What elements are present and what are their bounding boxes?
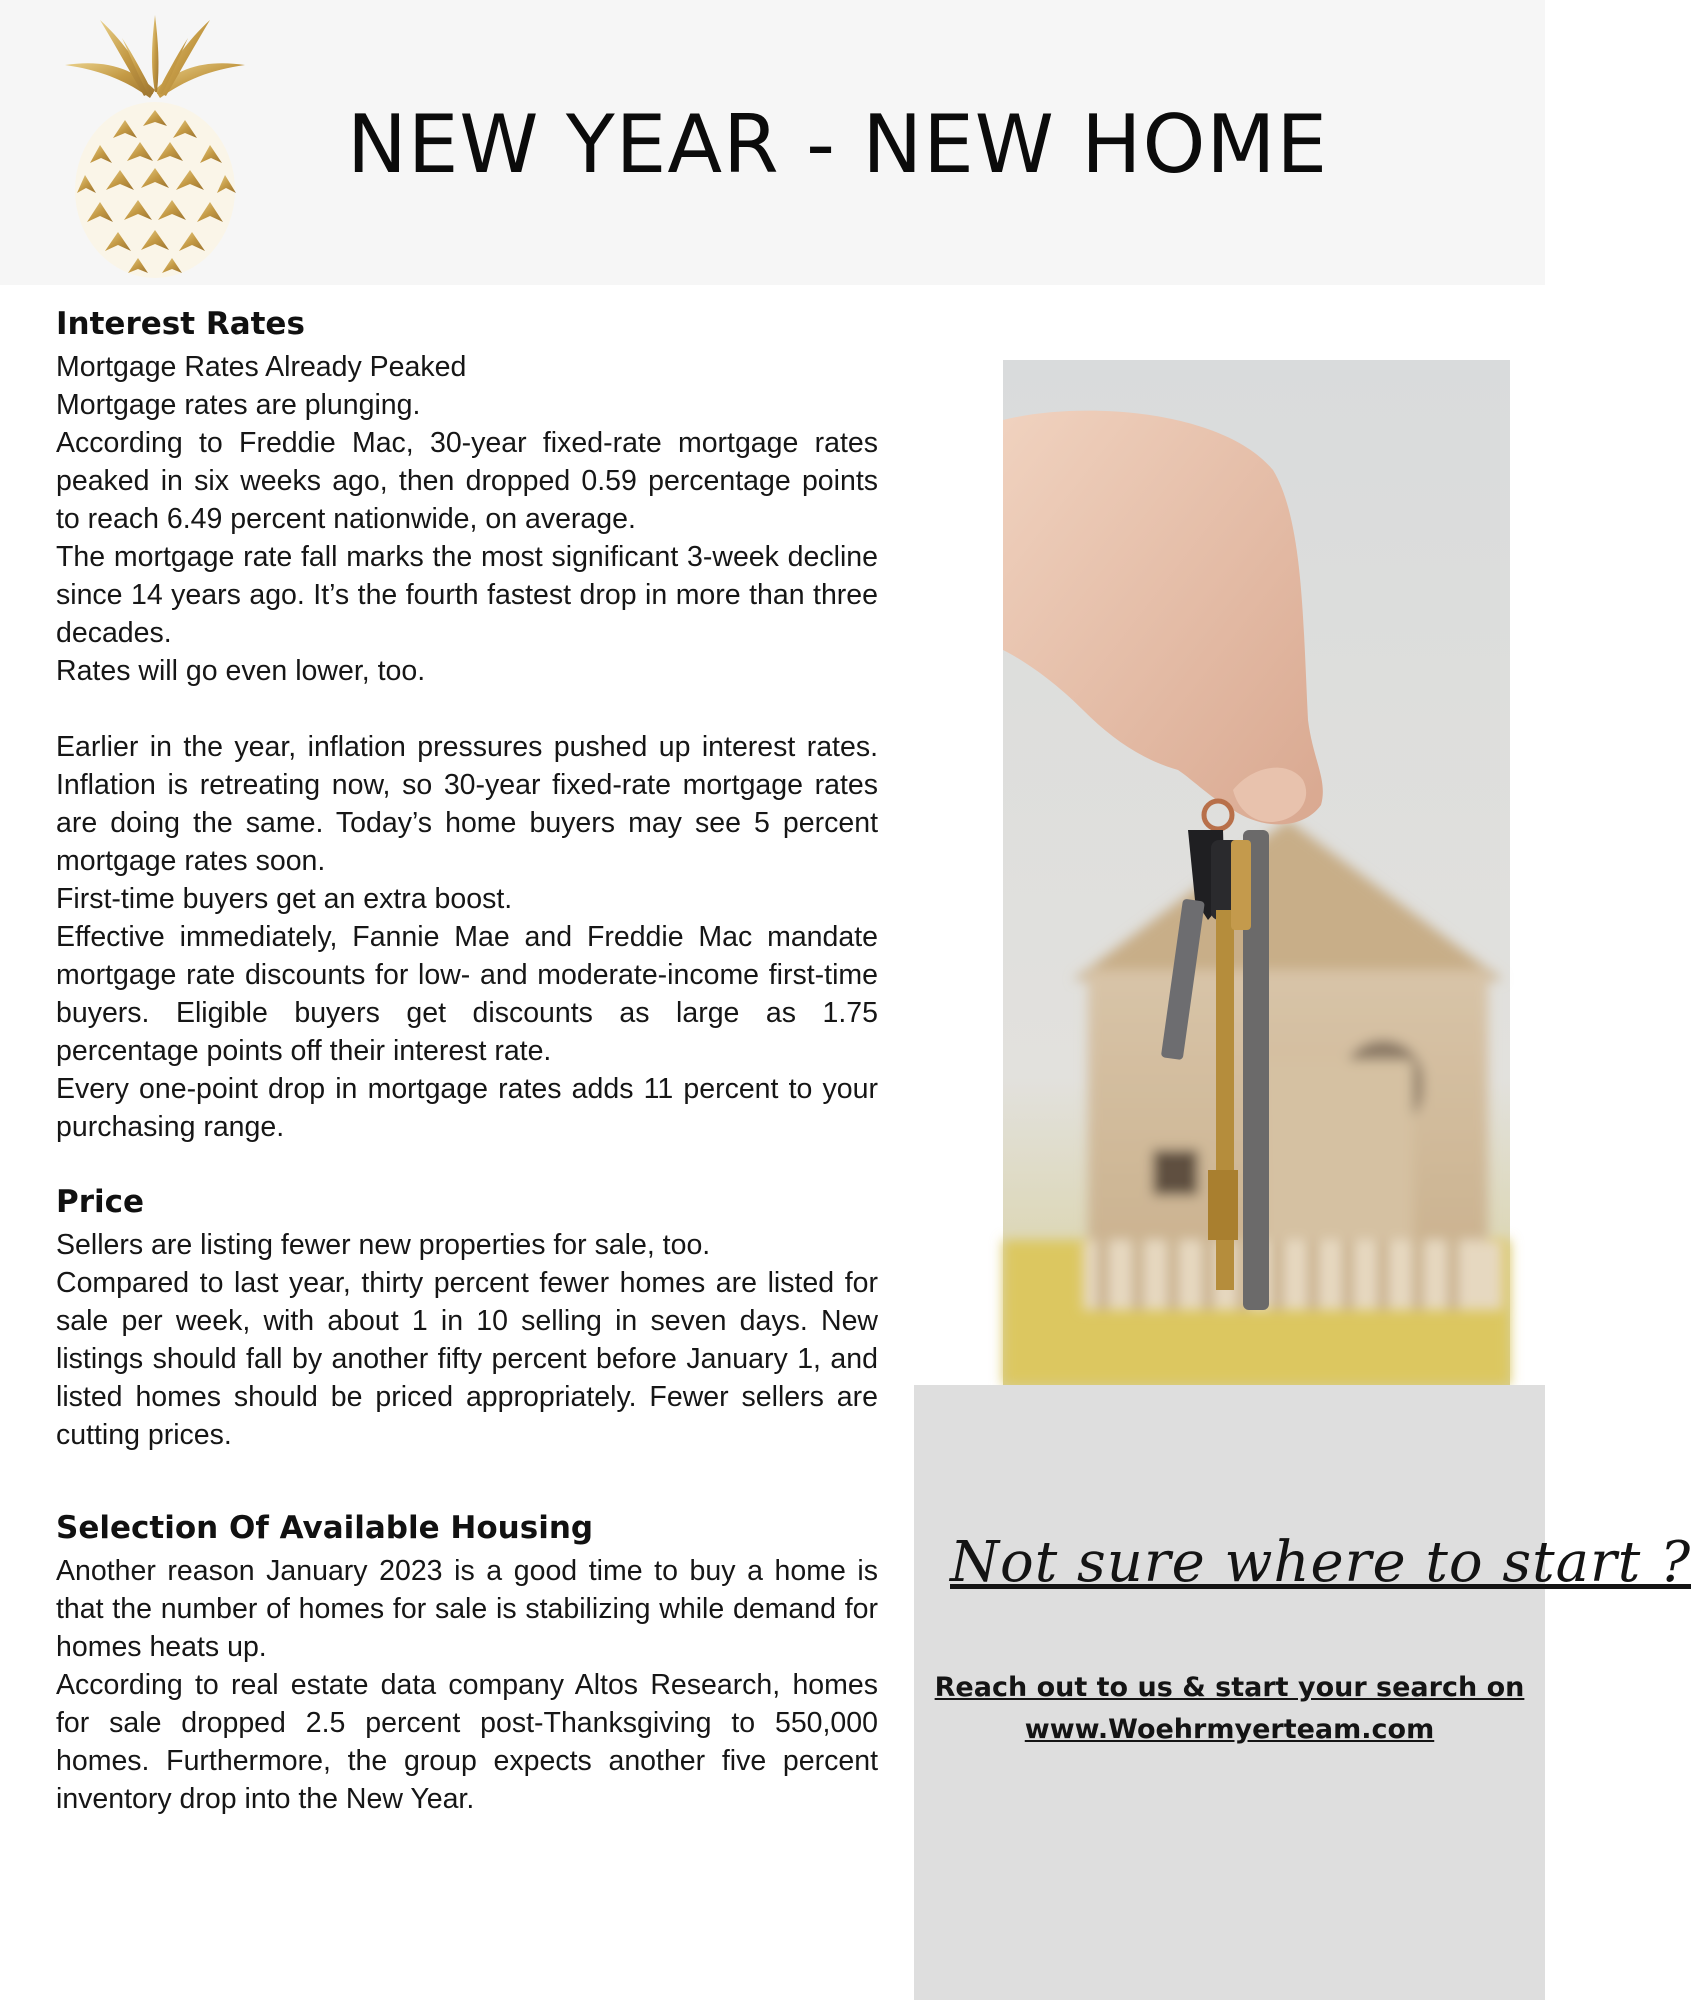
cta-panel — [914, 1385, 1691, 2000]
paragraph: The mortgage rate fall marks the most significant 3-week decline since 14 years ago. It’s the fourth fastest drop in more than three decades. — [56, 541, 878, 649]
website-link[interactable]: www.Woehrmyerteam.com — [1024, 1714, 1435, 1745]
header-banner — [0, 0, 1545, 285]
section-interest-rates — [56, 300, 878, 1146]
cta-script-heading: Not sure where to start ? — [950, 1530, 1691, 1595]
paragraph: Another reason January 2023 is a good time to buy a home is that the number of homes for sale is stabilizing while demand for homes heats up. — [56, 1555, 878, 1663]
paragraph: Sellers are listing fewer new properties for sale, too. — [56, 1229, 711, 1261]
section-heading: Interest Rates — [56, 306, 305, 342]
cta-line-1: Reach out to us & start your search on — [934, 1672, 1525, 1703]
paragraph: Rates will go even lower, too. — [56, 655, 426, 687]
keys-house-photo — [1003, 360, 1510, 1385]
paragraph: Mortgage Rates Already Peaked — [56, 351, 467, 383]
section-heading: Selection Of Available Housing — [56, 1510, 594, 1546]
paragraph: Mortgage rates are plunging. — [56, 389, 421, 421]
paragraph: First-time buyers get an extra boost. — [56, 883, 513, 915]
hand-holding-keys-house-photo — [1003, 360, 1510, 1385]
cta-link-text[interactable] — [914, 1667, 1545, 1751]
paragraph: Effective immediately, Fannie Mae and Freddie Mac mandate mortgage rate discounts for low- and moderate-income first-time buyers. Eligible buyers get discounts as large as 1.75 percentage points off their interest rate. — [56, 921, 878, 1067]
paragraph: Compared to last year, thirty percent fewer homes are listed for sale per week, with about 1 in 10 selling in seven days. New listings should fall by another fifty percent before January 1, and listed homes should be priced appropriately. Fewer sellers are cutting prices. — [56, 1267, 878, 1451]
paragraph: According to real estate data company Altos Research, homes for sale dropped 2.5 percent post-Thanksgiving to 550,000 homes. Furthermore, the group expects another five percent inventory drop into the New Year. — [56, 1669, 878, 1815]
section-available-housing — [56, 1504, 878, 1818]
section-price — [56, 1178, 878, 1454]
paragraph: According to Freddie Mac, 30-year fixed-rate mortgage rates peaked in six weeks ago, then dropped 0.59 percentage points to reach 6.49 percent nationwide, on average. — [56, 427, 878, 535]
pineapple-logo-icon — [60, 10, 250, 278]
paragraph: Earlier in the year, inflation pressures pushed up interest rates. Inflation is retreating now, so 30-year fixed-rate mortgage rates are doing the same. Today’s home buyers may see 5 percent mortgage rates soon. — [56, 731, 878, 877]
section-heading: Price — [56, 1184, 145, 1220]
paragraph: Every one-point drop in mortgage rates adds 11 percent to your purchasing range. — [56, 1073, 878, 1143]
page-title: NEW YEAR - NEW HOME — [347, 98, 1328, 191]
